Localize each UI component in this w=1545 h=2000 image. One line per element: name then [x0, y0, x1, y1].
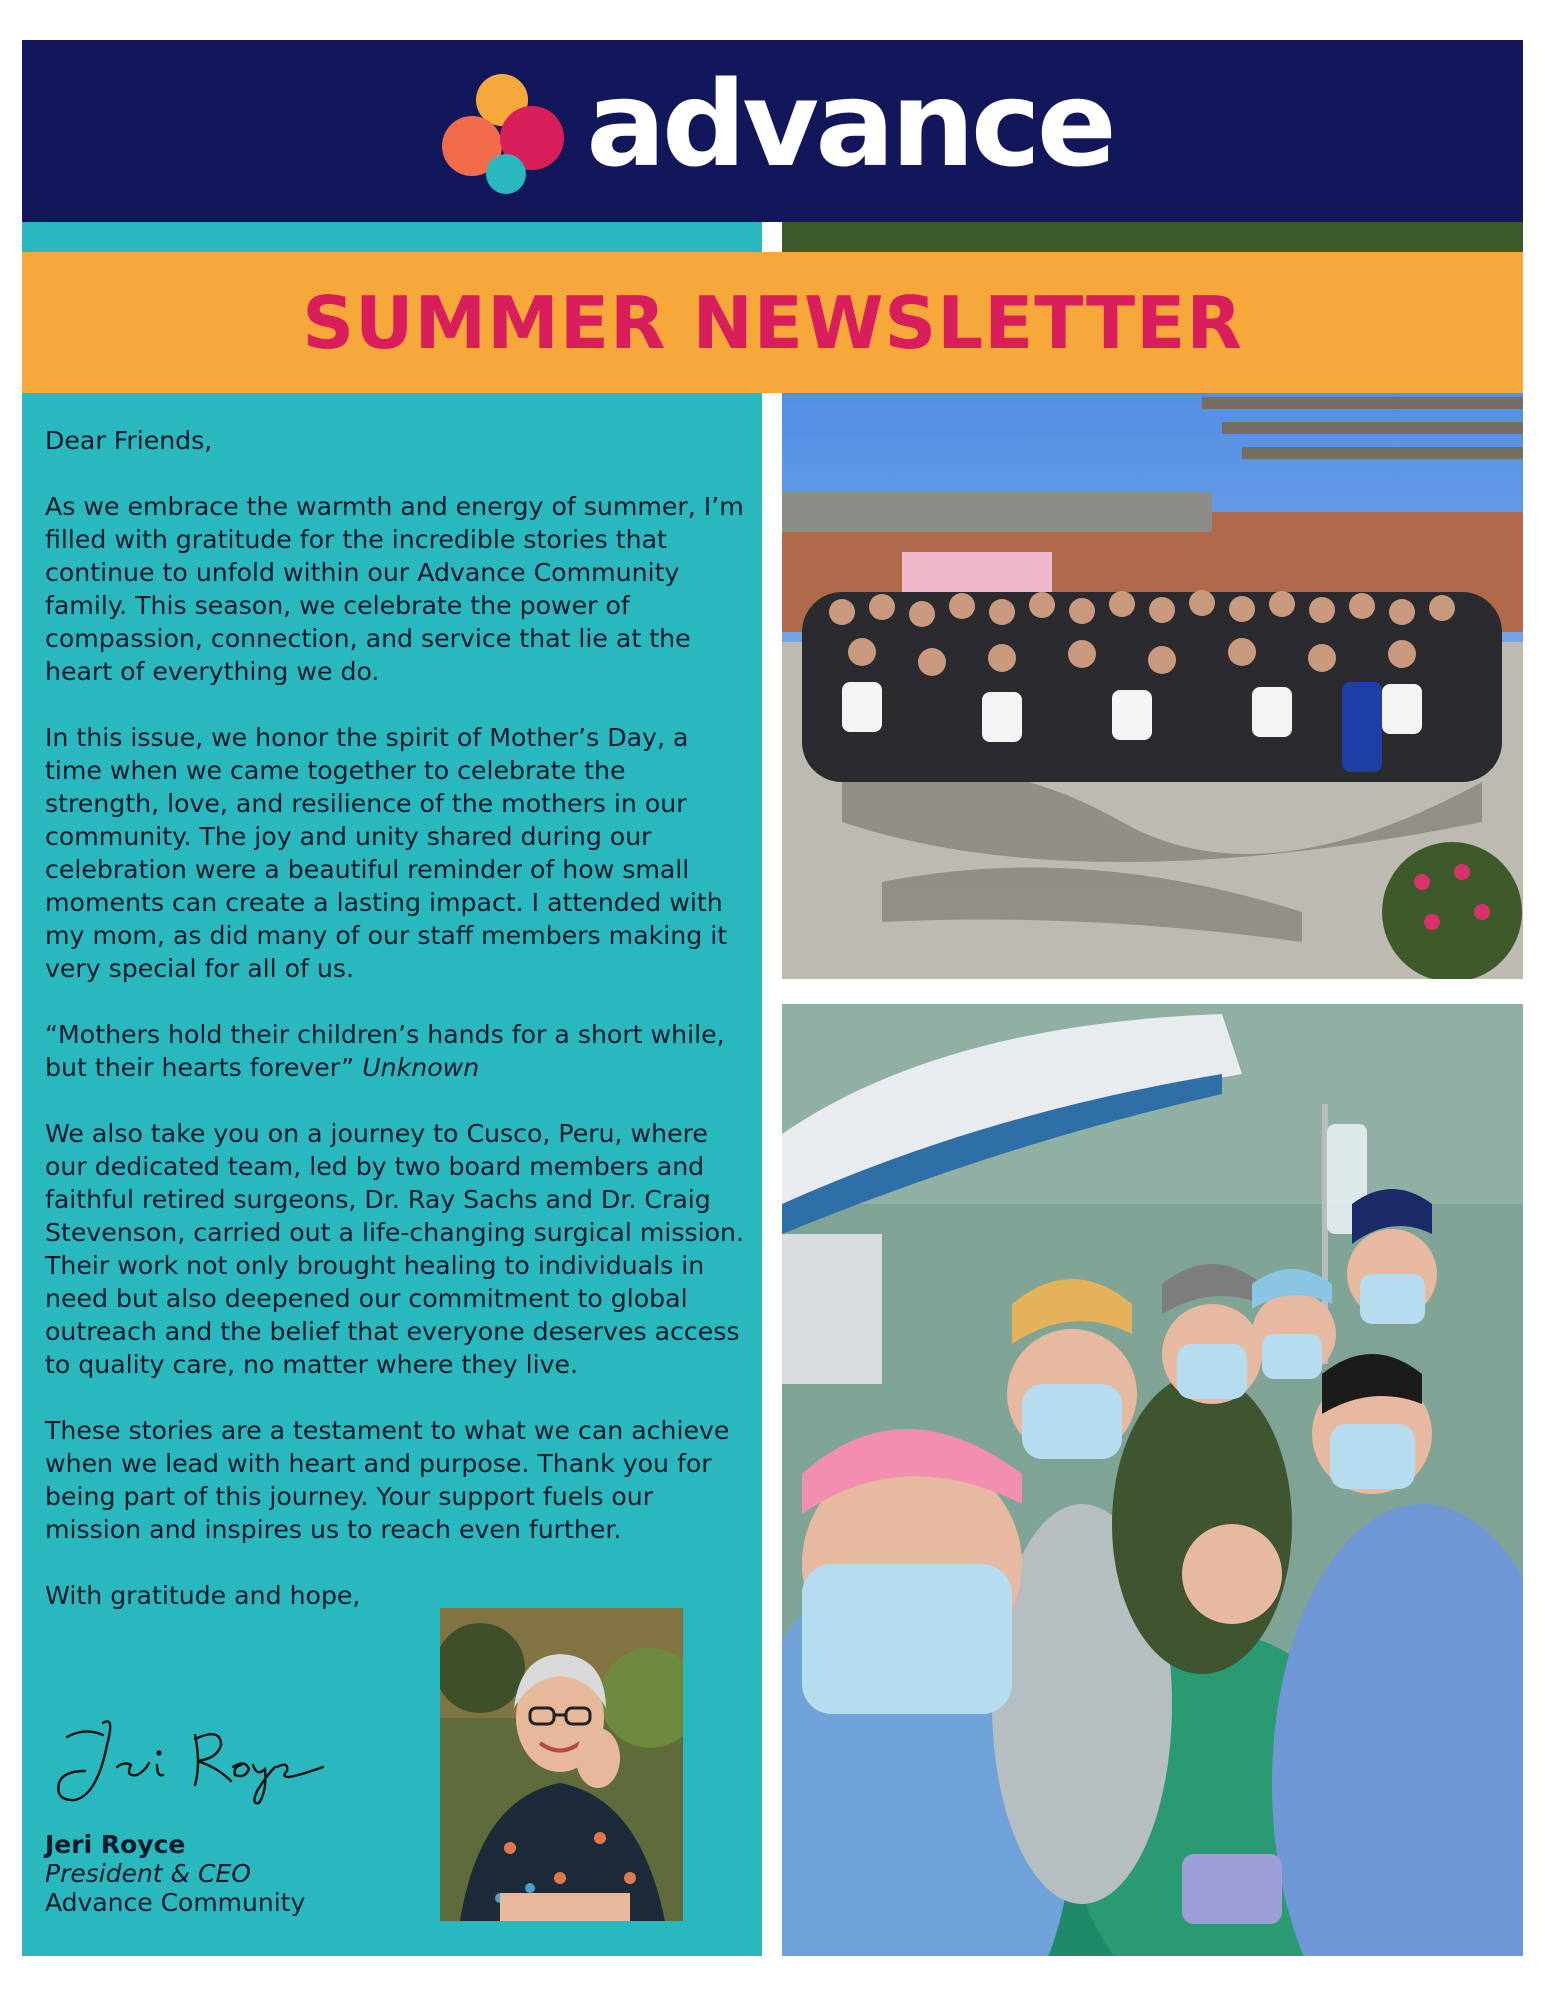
- signer-title: President & CEO: [45, 1859, 251, 1888]
- header-bar: [22, 40, 1523, 222]
- letter-paragraph-1: As we embrace the warmth and energy of summer, I’m filled with gratitude for the incredible stories that continue to unfold within our Advance Community family. This season, we celebrate the power of compassion, connection, and service that lie at the heart of everything we do.: [45, 492, 744, 686]
- letter-greeting: Dear Friends,: [45, 426, 213, 455]
- flower-logo-icon: [432, 66, 572, 196]
- letter-paragraph-2: In this issue, we honor the spirit of Mother’s Day, a time when we came together to celebrate the strength, love, and resilience of the mothers in our community. The joy and unity shared during our celebration were a beautiful reminder of how small moments can create a lasting impact. I attended with my mom, as did many of our staff members making it very special for all of us.: [45, 723, 728, 983]
- signer-organization: Advance Community: [45, 1888, 306, 1917]
- newsletter-banner: [22, 252, 1523, 393]
- letter-paragraph-4: These stories are a testament to what we can achieve when we lead with heart and purpose. Thank you for being part of this journey. Your support fuels our mission and inspires us to reach even further.: [45, 1416, 730, 1544]
- surgical-team-photo: [782, 1004, 1523, 1956]
- handwritten-signature: [45, 1705, 345, 1815]
- letter-quote: [45, 1018, 745, 1084]
- quote-text: “Mothers hold their children’s hands for a short while, but their hearts forever”: [45, 1020, 725, 1082]
- advance-logo[interactable]: [432, 55, 1113, 196]
- signer-name: Jeri Royce: [45, 1830, 186, 1859]
- letter-closing: With gratitude and hope,: [45, 1581, 361, 1610]
- newsletter-title: SUMMER NEWSLETTER: [302, 280, 1243, 365]
- letter-paragraph-3: We also take you on a journey to Cusco, Peru, where our dedicated team, led by two board members and faithful retired surgeons, Dr. Ray Sachs and Dr. Craig Stevenson, carried out a life-changing surgical mission. Their work not only brought healing to individuals in need but also deepened our commitment to global outreach and the belief that everyone deserves access to quality care, no matter where they live.: [45, 1119, 745, 1379]
- quote-author: Unknown: [362, 1053, 480, 1082]
- signature-block: [45, 1830, 305, 1917]
- ceo-portrait-photo: [440, 1608, 683, 1921]
- logo-wordmark: advance: [586, 55, 1113, 193]
- letter-body: [45, 424, 745, 1645]
